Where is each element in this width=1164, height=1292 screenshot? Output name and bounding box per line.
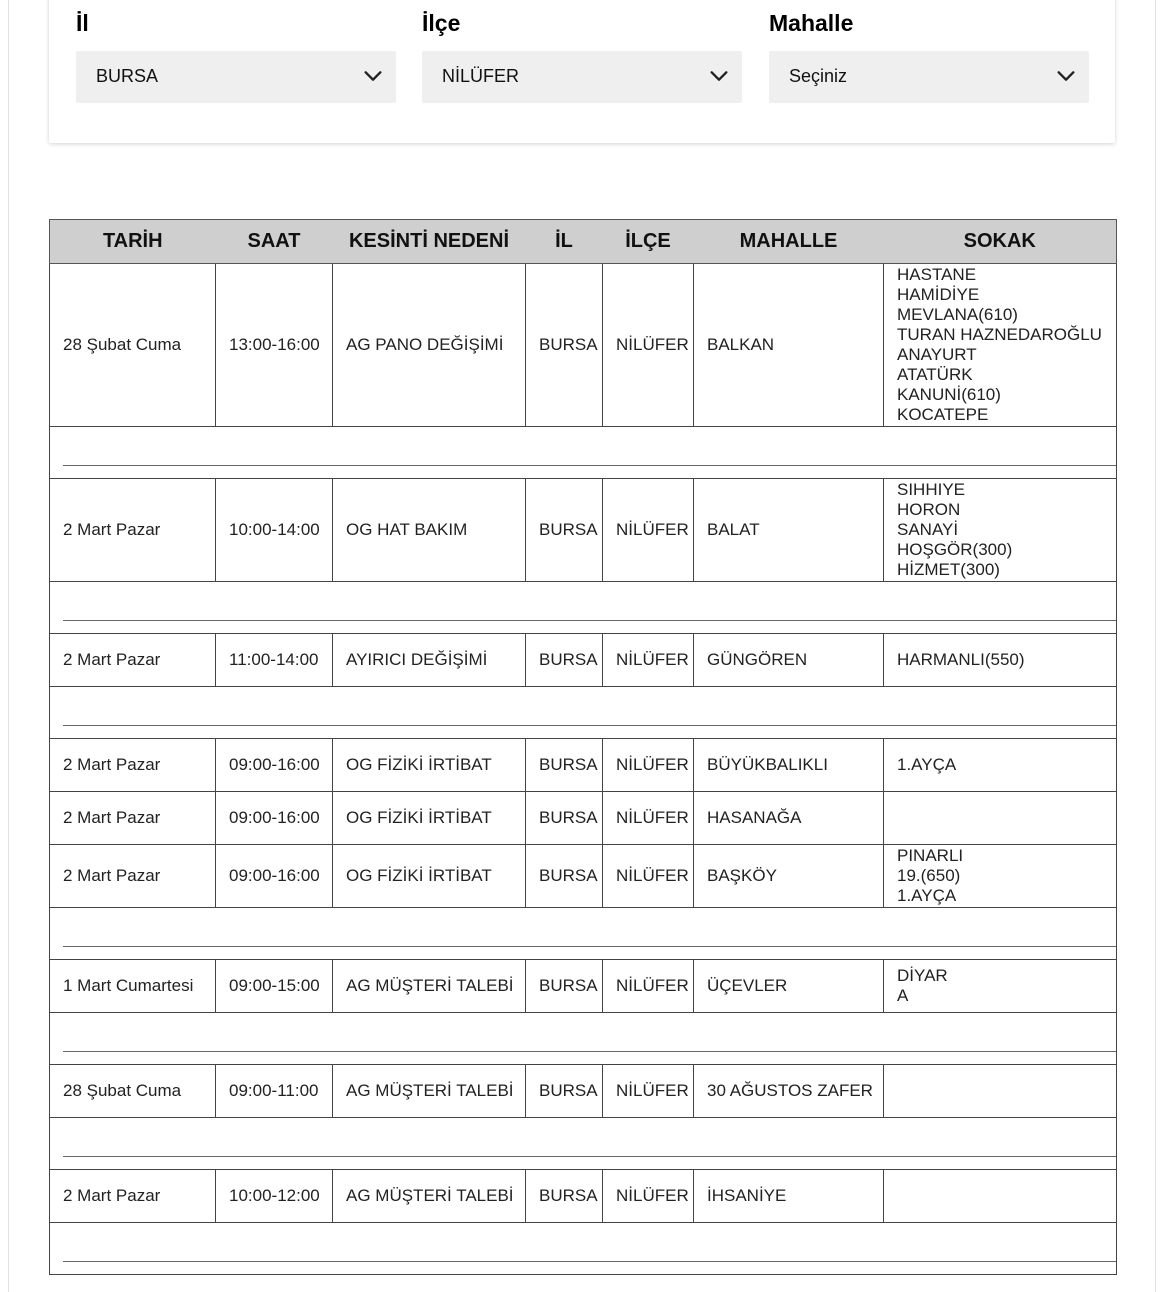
sokak-item: ANAYURT <box>897 345 977 364</box>
chevron-down-icon <box>708 65 730 87</box>
cell-sokak <box>884 1170 1117 1223</box>
cell-saat: 09:00-16:00 <box>216 739 333 792</box>
page-right-rule <box>1155 0 1156 1292</box>
cell-ilce: NİLÜFER <box>603 845 694 908</box>
il-select-value: BURSA <box>96 66 159 86</box>
cell-saat: 09:00-16:00 <box>216 845 333 908</box>
header-tarih: TARİH <box>50 220 216 264</box>
table-row <box>50 1065 1117 1118</box>
detail-spacer-row <box>50 1013 1117 1065</box>
cell-kesinti-nedeni: AG MÜŞTERİ TALEBİ <box>333 1065 526 1118</box>
cell-mahalle: BALKAN <box>694 264 884 427</box>
detail-divider <box>63 1026 1116 1052</box>
table-row <box>50 1170 1117 1223</box>
cell-il: BURSA <box>526 739 603 792</box>
cell-saat: 09:00-16:00 <box>216 792 333 845</box>
cell-il: BURSA <box>526 845 603 908</box>
chevron-down-icon <box>362 65 384 87</box>
cell-kesinti-nedeni: OG HAT BAKIM <box>333 479 526 582</box>
detail-spacer-row <box>50 1223 1117 1275</box>
table-row <box>50 845 1117 908</box>
cell-il: BURSA <box>526 634 603 687</box>
cell-sokak <box>884 1065 1117 1118</box>
header-il: İL <box>526 220 603 264</box>
cell-ilce: NİLÜFER <box>603 739 694 792</box>
detail-spacer-row <box>50 687 1117 739</box>
sokak-item: HARMANLI(550) <box>897 650 1025 669</box>
cell-mahalle: ÜÇEVLER <box>694 960 884 1013</box>
detail-spacer-cell <box>50 687 1117 739</box>
mahalle-select-value: Seçiniz <box>789 66 848 86</box>
cell-sokak <box>884 960 1117 1013</box>
il-filter-label: İl <box>76 10 89 36</box>
cell-mahalle: BÜYÜKBALIKLI <box>694 739 884 792</box>
cell-il: BURSA <box>526 792 603 845</box>
table-row <box>50 634 1117 687</box>
cell-tarih: 2 Mart Pazar <box>50 634 216 687</box>
cell-il: BURSA <box>526 960 603 1013</box>
filter-panel <box>49 0 1115 143</box>
detail-spacer-cell <box>50 427 1117 479</box>
ilce-filter-label: İlçe <box>422 10 461 36</box>
detail-divider <box>63 1131 1116 1157</box>
cell-ilce: NİLÜFER <box>603 1170 694 1223</box>
cell-ilce: NİLÜFER <box>603 960 694 1013</box>
cell-mahalle: 30 AĞUSTOS ZAFER <box>694 1065 884 1118</box>
sokak-item: KOCATEPE <box>897 405 989 424</box>
sokak-item: ATATÜRK <box>897 365 973 384</box>
cell-ilce: NİLÜFER <box>603 1065 694 1118</box>
sokak-item: HORON <box>897 500 961 519</box>
table-row <box>50 479 1117 582</box>
sokak-item: A <box>897 986 909 1005</box>
cell-saat: 10:00-14:00 <box>216 479 333 582</box>
outage-table-body <box>50 264 1117 1275</box>
cell-il: BURSA <box>526 479 603 582</box>
sokak-item: 19.(650) <box>897 866 961 885</box>
cell-ilce: NİLÜFER <box>603 264 694 427</box>
cell-mahalle: GÜNGÖREN <box>694 634 884 687</box>
cell-kesinti-nedeni: AYIRICI DEĞİŞİMİ <box>333 634 526 687</box>
cell-mahalle: BALAT <box>694 479 884 582</box>
cell-saat: 09:00-15:00 <box>216 960 333 1013</box>
table-row <box>50 264 1117 427</box>
sokak-item: TURAN HAZNEDAROĞLU <box>897 325 1102 344</box>
cell-il: BURSA <box>526 1065 603 1118</box>
table-row <box>50 960 1117 1013</box>
cell-mahalle: BAŞKÖY <box>694 845 884 908</box>
outage-table <box>49 219 1117 1275</box>
cell-tarih: 2 Mart Pazar <box>50 792 216 845</box>
detail-divider <box>63 440 1116 466</box>
cell-tarih: 2 Mart Pazar <box>50 739 216 792</box>
cell-saat: 09:00-11:00 <box>216 1065 333 1118</box>
cell-tarih: 1 Mart Cumartesi <box>50 960 216 1013</box>
cell-mahalle: İHSANİYE <box>694 1170 884 1223</box>
cell-tarih: 2 Mart Pazar <box>50 1170 216 1223</box>
cell-sokak <box>884 634 1117 687</box>
table-row <box>50 792 1117 845</box>
cell-ilce: NİLÜFER <box>603 479 694 582</box>
cell-sokak <box>884 264 1117 427</box>
cell-tarih: 2 Mart Pazar <box>50 479 216 582</box>
sokak-item: HOŞGÖR(300) <box>897 540 1013 559</box>
header-sokak: SOKAK <box>884 220 1117 264</box>
cell-sokak <box>884 845 1117 908</box>
detail-divider <box>63 921 1116 947</box>
cell-kesinti-nedeni: OG FİZİKİ İRTİBAT <box>333 739 526 792</box>
detail-divider <box>63 595 1116 621</box>
cell-kesinti-nedeni: AG PANO DEĞİŞİMİ <box>333 264 526 427</box>
cell-il: BURSA <box>526 264 603 427</box>
cell-tarih: 28 Şubat Cuma <box>50 1065 216 1118</box>
cell-mahalle: HASANAĞA <box>694 792 884 845</box>
cell-sokak <box>884 739 1117 792</box>
ilce-select[interactable] <box>422 51 742 103</box>
chevron-down-icon <box>1055 65 1077 87</box>
header-mahalle: MAHALLE <box>694 220 884 264</box>
sokak-item: PINARLI <box>897 846 964 865</box>
header-kesinti-nedeni: KESİNTİ NEDENİ <box>333 220 526 264</box>
cell-ilce: NİLÜFER <box>603 792 694 845</box>
detail-divider <box>63 1236 1116 1262</box>
cell-kesinti-nedeni: OG FİZİKİ İRTİBAT <box>333 792 526 845</box>
detail-divider <box>63 700 1116 726</box>
cell-tarih: 2 Mart Pazar <box>50 845 216 908</box>
sokak-item: DİYAR <box>897 966 948 985</box>
cell-kesinti-nedeni: AG MÜŞTERİ TALEBİ <box>333 960 526 1013</box>
table-header-row <box>50 220 1117 264</box>
mahalle-filter-label: Mahalle <box>769 10 854 36</box>
sokak-item: SIHHIYE <box>897 480 966 499</box>
cell-tarih: 28 Şubat Cuma <box>50 264 216 427</box>
detail-spacer-cell <box>50 1013 1117 1065</box>
il-select[interactable] <box>76 51 396 103</box>
sokak-item: HAMİDİYE <box>897 285 980 304</box>
header-saat: SAAT <box>216 220 333 264</box>
sokak-item: MEVLANA(610) <box>897 305 1018 324</box>
header-ilce: İLÇE <box>603 220 694 264</box>
detail-spacer-row <box>50 427 1117 479</box>
detail-spacer-row <box>50 908 1117 960</box>
cell-kesinti-nedeni: AG MÜŞTERİ TALEBİ <box>333 1170 526 1223</box>
detail-spacer-row <box>50 1118 1117 1170</box>
cell-sokak <box>884 479 1117 582</box>
detail-spacer-row <box>50 582 1117 634</box>
cell-saat: 10:00-12:00 <box>216 1170 333 1223</box>
detail-spacer-cell <box>50 1223 1117 1275</box>
sokak-item: KANUNİ(610) <box>897 385 1001 404</box>
cell-sokak <box>884 792 1117 845</box>
ilce-select-value: NİLÜFER <box>442 66 520 86</box>
sokak-item: 1.AYÇA <box>897 886 957 905</box>
sokak-item: HASTANE <box>897 265 977 284</box>
sokak-item: SANAYİ <box>897 520 959 539</box>
detail-spacer-cell <box>50 908 1117 960</box>
table-row <box>50 739 1117 792</box>
sokak-item: HİZMET(300) <box>897 560 1000 579</box>
cell-saat: 11:00-14:00 <box>216 634 333 687</box>
detail-spacer-cell <box>50 582 1117 634</box>
detail-spacer-cell <box>50 1118 1117 1170</box>
mahalle-select[interactable] <box>769 51 1089 103</box>
cell-ilce: NİLÜFER <box>603 634 694 687</box>
cell-saat: 13:00-16:00 <box>216 264 333 427</box>
cell-kesinti-nedeni: OG FİZİKİ İRTİBAT <box>333 845 526 908</box>
cell-il: BURSA <box>526 1170 603 1223</box>
sokak-item: 1.AYÇA <box>897 755 957 774</box>
page-left-rule <box>8 0 9 1292</box>
